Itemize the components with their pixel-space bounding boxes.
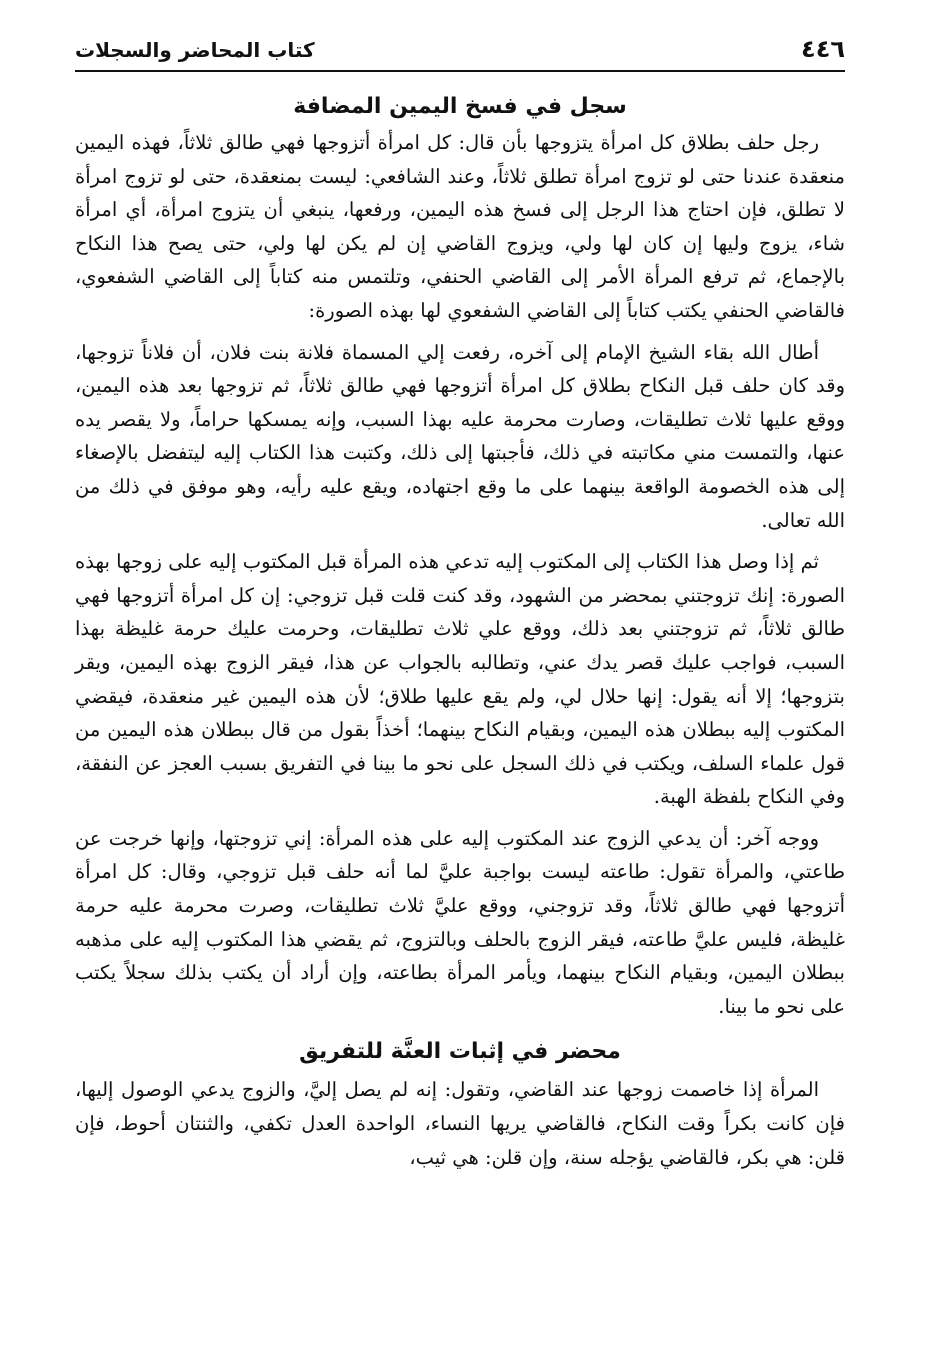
paragraph: المرأة إذا خاصمت زوجها عند القاضي، وتقول: إنه لم يصل إليَّ، والزوج يدعي الوصول إليها، فإن كانت بكراً وقت النكاح، فالقاضي يريها النساء، الواحدة العدل تكفي، والثنتان أحوط، فإن قلن: هي بكر، فالقاضي يؤجله سنة، وإن قلن: هي ثيب،: [75, 1078, 845, 1169]
page-number: ٤٤٦: [801, 35, 845, 63]
paragraph: ووجه آخر: أن يدعي الزوج عند المكتوب إليه على هذه المرأة: إني تزوجتها، وإنها خرجت عن طاعتي، والمرأة تقول: طاعته ليست بواجبة عليَّ لما أنه حلف قبل تزوجي، وقال: كل امرأة أتزوجها فهي طالق ثلاثاً، وقد تزوجني، ووقع عليَّ ثلاث تطليقات، وصرت محرمة عليه حرمة غليظة، فليس عليَّ طاعته، فيقر الزوج بالحلف وبالتزوج، ثم يقضي هذا المكتوب إليه على مذهبه ببطلان اليمين، وبقيام النكاح بينهما، ويأمر المرأة بطاعته، وإن أراد أن يكتب بذلك سجلاً يكتب على نحو ما بينا.: [75, 826, 845, 1018]
paragraph: رجل حلف بطلاق كل امرأة يتزوجها بأن قال: كل امرأة أتزوجها فهي طالق ثلاثاً، فهذه اليمين منعقدة عندنا حتى لو تزوج امرأة تطلق ثلاثاً، وعند الشافعي: ليست بمنعقدة، حتى لو تزوج امرأة لا تطلق، فإن احتاج هذا الرجل إلى فسخ هذه اليمين، ورفعها، ينبغي أن يتزوج امرأة، أي امرأة شاء، يزوج وليها إن كان لها ولي، ويزوج القاضي إن لم يكن لها ولي، حتى يصح هذا النكاح بالإجماع، ثم ترفع المرأة الأمر إلى القاضي الحنفي، وتلتمس منه كتاباً إلى القاضي الشفعوي، فالقاضي الحنفي يكتب كتاباً إلى القاضي الشفعوي لها بهذه الصورة:: [75, 131, 845, 322]
paragraph: أطال الله بقاء الشيخ الإمام إلى آخره، رفعت إلي المسماة فلانة بنت فلان، أن فلاناً تزوجها، وقد كان حلف قبل النكاح بطلاق كل امرأة أتزوجها فهي طالق ثلاثاً، ثم تزوجها بعد هذه اليمين، ووقع عليها ثلاث تطليقات، وصارت محرمة عليه بهذا السبب، وإنه يمسكها حراماً، ولا يقصر يده عنها، والتمست مني مكاتبته في ذلك، فأجبتها إلى ذلك، وكتبت هذا الكتاب إليه ليتفضل بالإصغاء إلى هذه الخصومة الواقعة بينهما على ما وقع اجتهاده، ويقع عليه رأيه، وهو موفق في ذلك من الله تعالى.: [75, 340, 845, 532]
paragraph: ثم إذا وصل هذا الكتاب إلى المكتوب إليه تدعي هذه المرأة قبل المكتوب إليه على زوجها بهذه الصورة: إنك تزوجتني بمحضر من الشهود، وقد كنت قلت قبل تزوجي: إن كل امرأة أتزوجها فهي طالق ثلاثاً، ثم تزوجتني بعد ذلك، ووقع علي ثلاث تطليقات، وحرمت عليك حرمة غليظة بهذا السبب، فواجب عليك قصر يدك عني، وتطالبه بالجواب عن هذا، فيقر الزوج بهذه اليمين، ويقر بتزوجها؛ إلا أنه يقول: إنها حلال لي، ولم يقع عليها طلاق؛ لأن هذه اليمين غير منعقدة، فيقضي المكتوب إليه ببطلان هذه اليمين، وبقيام النكاح بينهما؛ أخذاً بقول من قال ببطلان هذه اليمين من قول علماء السلف، ويكتب في ذلك السجل على نحو ما بينا في التفريق بسبب العجز عن النفقة، وفي النكاح بلفظة الهبة.: [75, 550, 845, 809]
book-title: كتاب المحاضر والسجلات: [75, 38, 315, 62]
section-heading: محضر في إثبات العنَّة للتفريق: [299, 1039, 621, 1065]
running-header: [75, 30, 845, 72]
section-heading: سجل في فسخ اليمين المضافة: [293, 94, 627, 119]
book-page: [75, 30, 845, 1350]
